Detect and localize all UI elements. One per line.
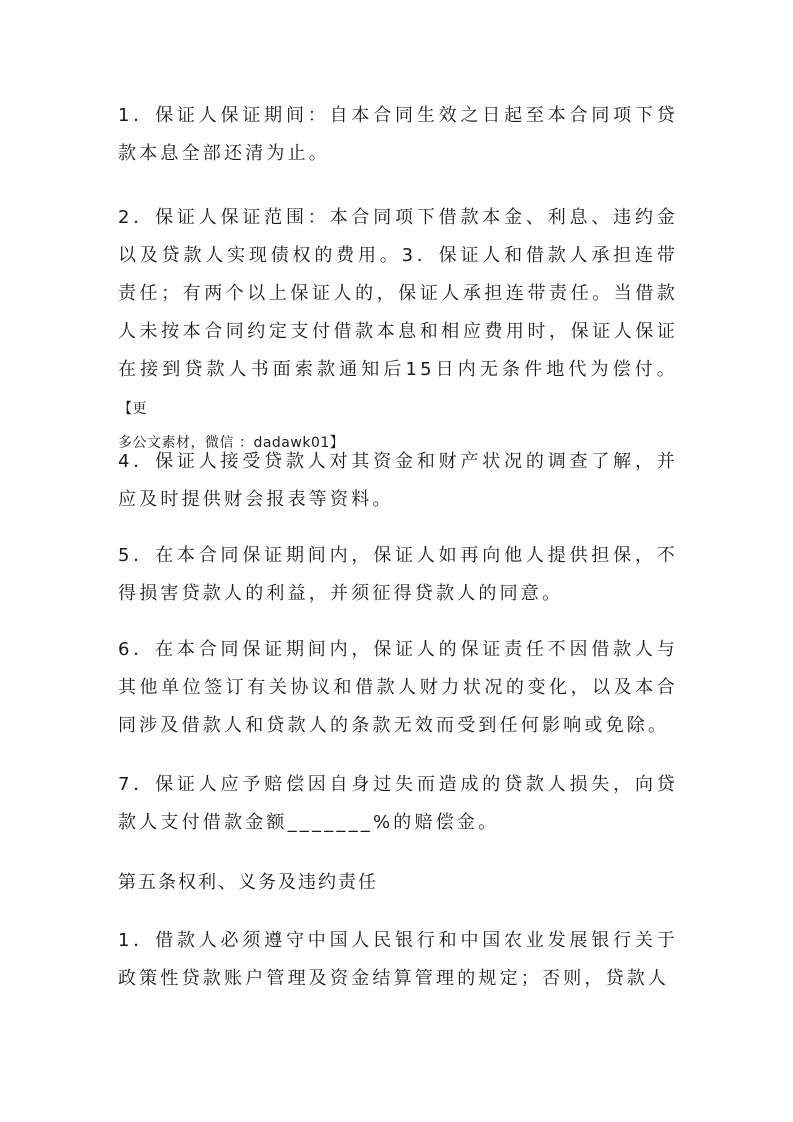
promo-note-end: 多公文素材，微信 ：dadawk01】 [118, 435, 345, 451]
clause-guarantee-scope-text: 2．保证人保证范围：本合同项下借款本金、利息、违约金以及贷款人实现债权的费用。3．保证人和借款人承担连带责任；有两个以上保证人的，保证人承担连带责任。当借款人未按本合同约定支付借款本息和相应费用时，保证人保证在接到贷款人书面索款通知后15日内无条件地代为偿付。 [118, 207, 678, 380]
section-heading-article-5: 第五条权利、义务及违约责任 [118, 872, 378, 893]
clause-other-guarantees: 5．在本合同保证期间内，保证人如再向他人提供担保，不得损害贷款人的利益，并须征得贷款人的同意。 [118, 545, 678, 604]
clause-liability-unaffected: 6．在本合同保证期间内，保证人的保证责任不因借款人与其他单位签订有关协议和借款人财力状况的变化，以及本合同涉及借款人和贷款人的条款无效而受到任何影响或免除。 [118, 639, 678, 736]
promo-note-start: 【更 [118, 401, 147, 417]
clause-account-management: 1．借款人必须遵守中国人民银行和中国农业发展银行关于政策性贷款账户管理及资金结算管理的规定；否则，贷款人 [118, 930, 678, 989]
clause-guarantee-period: 1．保证人保证期间：自本合同生效之日起至本合同项下贷款本息全部还清为止。 [118, 105, 678, 164]
clause-guarantee-scope [118, 199, 678, 458]
clause-compensation: 7．保证人应予赔偿因自身过失而造成的贷款人损失，向贷款人支付借款金额_______%的赔偿金。 [118, 774, 678, 833]
clause-financial-review: 4．保证人接受贷款人对其资金和财产状况的调查了解，并应及时提供财会报表等资料。 [118, 451, 678, 510]
